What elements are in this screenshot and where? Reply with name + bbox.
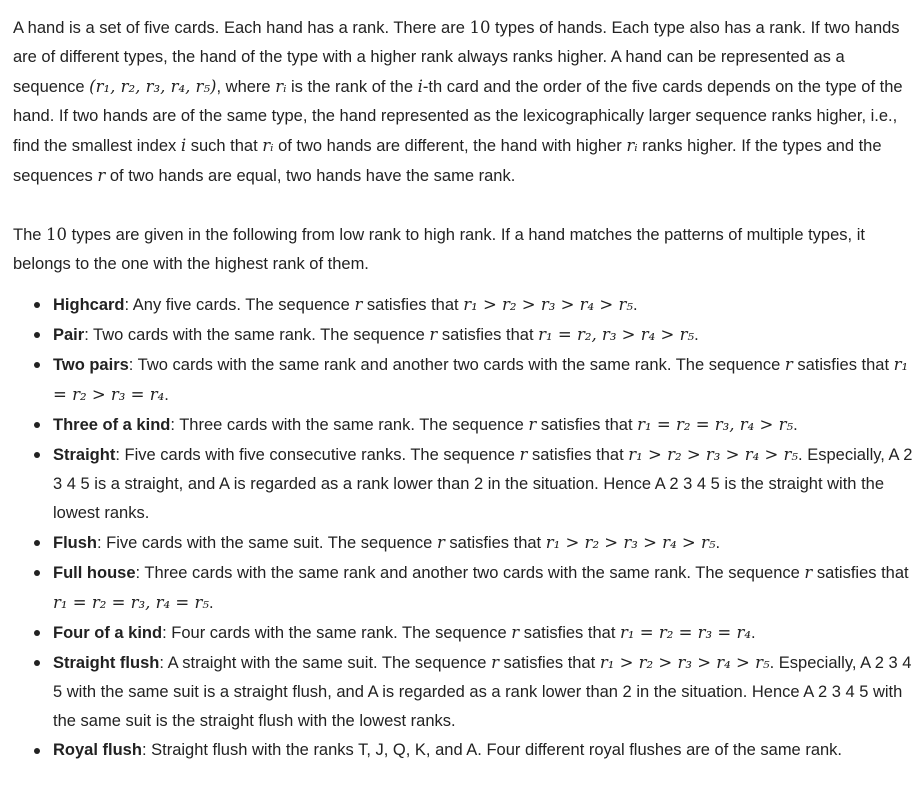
- math-r: r: [436, 533, 445, 552]
- intro-text: -th card and the order of the five cards depends on the type of the hand. If two hands are of the same type, the hand represented as the lexicographically larger sequence ranks higher, i.e., find the smallest index: [13, 78, 903, 155]
- hand-description: : Straight flush with the ranks T, J, Q, K, and A. Four different royal flushes are of the same rank.: [141, 741, 843, 759]
- math-r: r: [511, 623, 520, 642]
- list-item-highcard: [53, 290, 915, 320]
- math-r: r: [804, 563, 813, 582]
- hand-description: : A straight with the same suit. The sequence: [159, 654, 492, 672]
- hand-description-end: .: [164, 386, 169, 404]
- math-r: r: [528, 415, 537, 434]
- math-r: r: [519, 445, 528, 464]
- hand-description: : Any five cards. The sequence: [124, 296, 355, 314]
- hand-description-end: .: [208, 594, 214, 612]
- hand-name: Two pairs: [53, 356, 129, 374]
- math-formula: r₁ > r₂ > r₃ > r₄ > r₅: [545, 533, 716, 552]
- hand-name: Full house: [53, 564, 136, 582]
- math-formula: r₁ > r₂ > r₃ > r₄ > r₅: [463, 295, 633, 314]
- hand-description-end: .: [633, 296, 638, 314]
- hand-description-end: .: [793, 416, 798, 434]
- hand-description: : Three cards with the same rank. The sequence: [170, 416, 529, 434]
- hand-name: Royal flush: [53, 741, 142, 759]
- types-intro-paragraph: [13, 220, 915, 279]
- math-i: i: [180, 136, 187, 155]
- math-r: r: [429, 325, 438, 344]
- intro-text: A hand is a set of five cards. Each hand has a rank. There are: [13, 19, 470, 37]
- math-formula: r₁ = r₂ = r₃, r₄ > r₅: [637, 415, 794, 434]
- math-ri: rᵢ: [262, 136, 274, 155]
- math-formula: r₁ = r₂ = r₃ = r₄: [620, 623, 751, 642]
- hand-description: : Five cards with five consecutive ranks. The sequence: [115, 446, 520, 464]
- intro-text: types of hands. Each type also has a rank. If two hands are of different types, the hand of the type with a higher rank always ranks higher. A hand can be represented as a sequence: [13, 19, 900, 96]
- hand-description: satisfies that: [444, 534, 546, 552]
- types-intro-text: The: [13, 226, 47, 244]
- list-item-two-pairs: [53, 350, 915, 410]
- hand-name: Straight flush: [53, 654, 160, 672]
- hand-description: satisfies that: [498, 654, 600, 672]
- hand-description: : Two cards with the same rank. The sequence: [84, 326, 430, 344]
- math-formula: r₁ > r₂ > r₃ > r₄ > r₅: [628, 445, 799, 464]
- hand-description-end: .: [715, 534, 721, 552]
- math-r: r: [354, 295, 363, 314]
- hand-description-end: .: [694, 326, 699, 344]
- math-ten: 10: [46, 225, 68, 244]
- hand-types-list: [13, 290, 915, 765]
- list-item-straight: [53, 440, 915, 528]
- math-formula: r₁ = r₂ = r₃, r₄ = r₅: [53, 593, 209, 612]
- math-i: i: [417, 77, 423, 96]
- hand-name: Three of a kind: [53, 416, 171, 434]
- intro-paragraph: [13, 13, 915, 191]
- types-intro-text: types are given in the following from low rank to high rank. If a hand matches the patterns of multiple types, it belongs to the one with the highest rank of them.: [13, 226, 865, 273]
- intro-text: is the rank of the: [286, 78, 418, 96]
- hand-name: Flush: [53, 534, 97, 552]
- hand-description: : Two cards with the same rank and another two cards with the same rank. The sequence: [128, 356, 785, 374]
- hand-name: Straight: [53, 446, 116, 464]
- hand-name: Four of a kind: [53, 624, 163, 642]
- hand-description: satisfies that: [536, 416, 638, 434]
- math-r: r: [784, 355, 793, 374]
- math-ri: rᵢ: [626, 136, 638, 155]
- math-r: r: [97, 166, 106, 185]
- list-item-full-house: [53, 558, 915, 618]
- hand-description: : Three cards with the same rank and another two cards with the same rank. The sequence: [135, 564, 805, 582]
- intro-text: such that: [186, 137, 263, 155]
- math-formula: r₁ = r₂, r₃ > r₄ > r₅: [538, 325, 695, 344]
- hand-description: satisfies that: [362, 296, 464, 314]
- hand-name: Highcard: [53, 296, 125, 314]
- intro-text: of two hands are equal, two hands have the same rank.: [105, 167, 516, 185]
- hand-description: satisfies that: [519, 624, 620, 642]
- math-formula: r₁ = r₂ > r₃ = r₄: [53, 355, 909, 404]
- hand-description: satisfies that: [792, 356, 894, 374]
- list-item-pair: [53, 320, 915, 350]
- list-item-four-of-a-kind: [53, 618, 915, 648]
- hand-description: satisfies that: [437, 326, 539, 344]
- math-r: r: [491, 653, 499, 672]
- math-formula: r₁ > r₂ > r₃ > r₄ > r₅: [599, 653, 770, 672]
- math-sequence: (r₁, r₂, r₃, r₄, r₅): [89, 77, 217, 96]
- math-ri: rᵢ: [275, 77, 287, 96]
- hand-description-end: .: [750, 624, 756, 642]
- hand-description: : Four cards with the same rank. The sequence: [162, 624, 512, 642]
- hand-name: Pair: [53, 326, 85, 344]
- intro-text: , where: [216, 78, 276, 96]
- list-item-straight-flush: [53, 648, 915, 736]
- intro-text: ranks higher. If the types and the sequences: [13, 137, 882, 185]
- hand-description: satisfies that: [527, 446, 629, 464]
- hand-description-end: . Especially, A 2 3 4 5 is a straight, and A is regarded as a rank lower than 2 in the situation. Hence A 2 3 4 5 is the straight with the lowest ranks.: [53, 446, 913, 522]
- list-item-flush: [53, 528, 915, 558]
- hand-description: satisfies that: [812, 564, 909, 582]
- list-item-three-of-a-kind: [53, 410, 915, 440]
- math-ten: 10: [469, 18, 491, 37]
- intro-text: of two hands are different, the hand with higher: [273, 137, 627, 155]
- list-item-royal-flush: [53, 736, 915, 765]
- hand-description-end: . Especially, A 2 3 4 5 with the same suit is a straight flush, and A is regarded as a rank lower than 2 in the situation. Hence A 2 3 4 5 with the same suit is the straight flush with the lowest ranks.: [53, 654, 912, 730]
- hand-description: : Five cards with the same suit. The sequence: [97, 534, 437, 552]
